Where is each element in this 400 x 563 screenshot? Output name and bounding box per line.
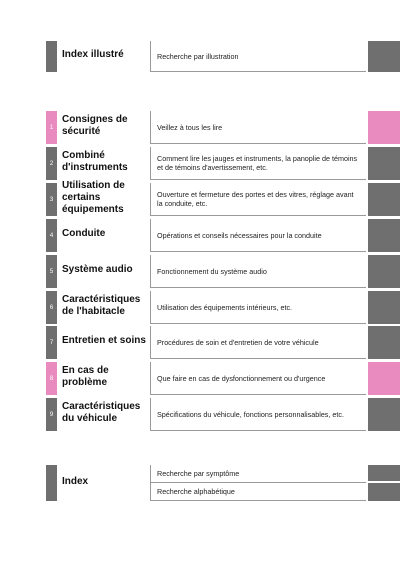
chapter-title: Caractéristiques de l'habitacle	[62, 294, 141, 317]
chapter-number: 7	[46, 326, 57, 359]
chapter-number: 3	[46, 183, 57, 216]
side-tab-alphabetical[interactable]	[368, 483, 400, 501]
chapter-number: 2	[46, 147, 57, 180]
side-tab-8[interactable]	[368, 362, 400, 395]
section-index	[0, 465, 400, 501]
chapter-title: Entretien et soins	[62, 335, 146, 346]
chapter-title: Utilisation de certains équipements	[62, 180, 125, 215]
marker-bar	[46, 465, 57, 501]
chapter-description: Que faire en cas de dysfonctionnement ou d'urgence	[150, 362, 366, 395]
chapter-row-3[interactable]	[0, 180, 400, 216]
section-title: Index	[62, 476, 89, 487]
chapter-description: Ouverture et fermeture des portes et des vitres, réglage avant la conduite, etc.	[150, 183, 366, 216]
side-tab-2[interactable]	[368, 147, 400, 180]
section-title: Index illustré	[62, 49, 124, 60]
chapter-number: 8	[46, 362, 57, 395]
side-tab-4[interactable]	[368, 219, 400, 252]
side-tab-symptom[interactable]	[368, 465, 400, 481]
chapter-title: Conduite	[62, 228, 106, 239]
section-illustrated-index[interactable]	[0, 41, 400, 72]
chapter-number: 5	[46, 255, 57, 288]
chapter-row-9[interactable]	[0, 398, 400, 431]
chapter-row-5[interactable]	[0, 255, 400, 288]
chapter-row-7[interactable]	[0, 326, 400, 359]
chapter-description: Procédures de soin et d'entretien de votre véhicule	[150, 326, 366, 359]
chapter-title: Caractéristiques du véhicule	[62, 401, 141, 424]
side-tab-1[interactable]	[368, 111, 400, 144]
side-tab-7[interactable]	[368, 326, 400, 359]
chapter-description: Spécifications du véhicule, fonctions personnalisables, etc.	[150, 398, 366, 431]
chapter-row-2[interactable]	[0, 147, 400, 180]
chapter-title: Système audio	[62, 264, 133, 275]
side-tab-9[interactable]	[368, 398, 400, 431]
chapter-row-4[interactable]	[0, 219, 400, 252]
chapter-description: Utilisation des équipements intérieurs, etc.	[150, 291, 366, 324]
chapter-title: En cas de problème	[62, 365, 109, 388]
chapter-number: 4	[46, 219, 57, 252]
chapter-number: 9	[46, 398, 57, 431]
side-tab-5[interactable]	[368, 255, 400, 288]
chapter-description: Opérations et conseils nécessaires pour la conduite	[150, 219, 366, 252]
side-tab-6[interactable]	[368, 291, 400, 324]
chapter-description: Fonctionnement du système audio	[150, 255, 366, 288]
chapter-number: 6	[46, 291, 57, 324]
side-tab[interactable]	[368, 41, 400, 72]
chapter-number: 1	[46, 111, 57, 144]
chapter-row-8[interactable]	[0, 362, 400, 395]
chapter-title: Combiné d'instruments	[62, 150, 128, 173]
section-description: Recherche par illustration	[150, 41, 366, 72]
index-alphabetical-search[interactable]: Recherche alphabétique	[150, 483, 366, 501]
chapter-title: Consignes de sécurité	[62, 114, 128, 137]
index-symptom-search[interactable]: Recherche par symptôme	[150, 465, 366, 483]
chapter-description: Veillez à tous les lire	[150, 111, 366, 144]
marker-bar	[46, 41, 57, 72]
side-tab-3[interactable]	[368, 183, 400, 216]
chapter-description: Comment lire les jauges et instruments, la panoplie de témoins et de témoins d'avertissement, etc.	[150, 147, 366, 180]
chapter-row-1[interactable]	[0, 111, 400, 144]
chapter-row-6[interactable]	[0, 291, 400, 324]
